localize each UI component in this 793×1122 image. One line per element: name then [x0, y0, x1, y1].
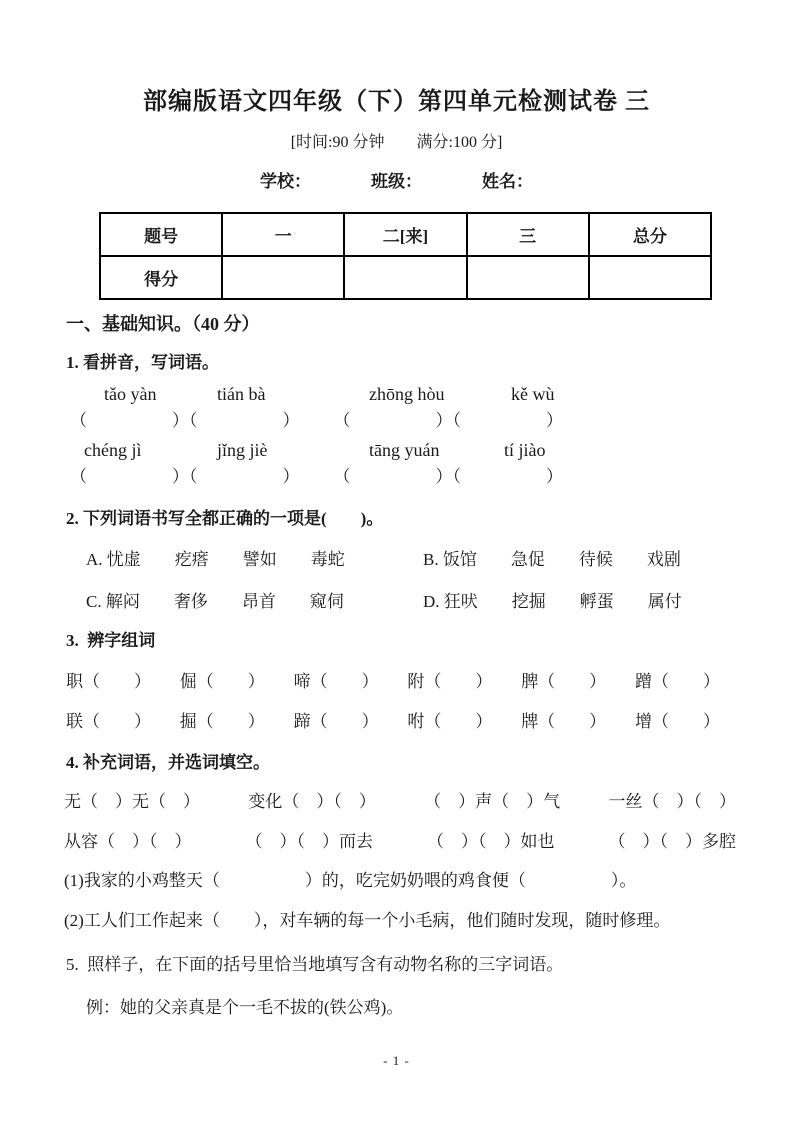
idiom-blank-row	[64, 790, 736, 814]
example-line: 例：她的父亲真是个一毛不拔的(铁公鸡)。	[86, 998, 404, 1017]
pinyin-word: tǎo yàn	[104, 384, 157, 404]
score-table	[99, 212, 712, 300]
score-cell	[344, 256, 466, 299]
pinyin-word: kě wù	[511, 384, 555, 404]
pinyin-word: tián bà	[217, 384, 266, 404]
char-blank: 增（ ）	[634, 712, 720, 731]
pinyin-word: tāng yuán	[369, 440, 440, 460]
table-header-cell: 题号	[100, 213, 222, 256]
idiom-blank: 变化（ ）（ ）	[248, 792, 376, 811]
char-blank: 脾（ ）	[521, 672, 607, 691]
score-cell	[589, 256, 711, 299]
char-blank: 牌（ ）	[521, 712, 607, 731]
score-table-score-row	[100, 256, 711, 299]
page-title: 部编版语文四年级（下）第四单元检测试卷 三	[143, 89, 650, 115]
table-header-cell: 总分	[589, 213, 711, 256]
question-1-stem: 1. 看拼音，写词语。	[66, 353, 219, 372]
idiom-blank: 无（ ）无（ ）	[64, 792, 200, 811]
question-2-stem: 2. 下列词语书写全都正确的一项是( )。	[66, 509, 384, 528]
char-blank: 咐（ ）	[407, 712, 493, 731]
pinyin-word: jǐng jiè	[217, 440, 268, 460]
student-info-row	[0, 170, 793, 194]
sub-question-1: (1)我家的小鸡整天（ ）的，吃完奶奶喂的鸡食便（ ）。	[64, 871, 637, 890]
class-label: 班级：	[371, 172, 422, 191]
sub-question-2: (2)工人们工作起来（ ），对车辆的每一个小毛病，他们随时发现，随时修理。	[64, 911, 671, 930]
pinyin-row-2	[84, 438, 793, 462]
options-row	[86, 590, 793, 614]
exam-meta-line: [时间:90 分钟 满分:100 分]	[290, 134, 503, 151]
char-blank: 联（ ）	[66, 712, 151, 731]
table-header-cell: 一	[222, 213, 344, 256]
pinyin-word: chéng jì	[84, 440, 142, 460]
idiom-blank: （ ）（ ）多腔	[608, 832, 736, 851]
pinyin-word: tí jiào	[504, 440, 546, 460]
answer-blank-row: （ ）（ ） （ ）（ ）	[70, 411, 563, 430]
answer-blank-row: （ ）（ ） （ ）（ ）	[70, 467, 563, 486]
school-label: 学校：	[260, 172, 311, 191]
score-row-label: 得分	[100, 256, 222, 299]
option-d: D. 狂吠 挖掘 孵蛋 属付	[423, 592, 682, 611]
question-4-stem: 4. 补充词语，并选词填空。	[66, 753, 270, 772]
score-cell	[467, 256, 589, 299]
char-blank: 蹄（ ）	[293, 712, 379, 731]
question-3-stem: 3. 辨字组词	[66, 631, 156, 650]
option-b: B. 饭馆 急促 待候 戏剧	[423, 550, 681, 569]
table-header-cell: 二[来]	[344, 213, 466, 256]
name-label: 姓名：	[482, 172, 533, 191]
idiom-blank: （ ）声（ ）气	[424, 792, 561, 811]
idiom-blank: 从容（ ）（ ）	[64, 832, 192, 851]
idiom-blank: （ ）（ ）而去	[245, 832, 373, 851]
char-blank: 职（ ）	[66, 672, 151, 691]
score-table-header-row	[100, 213, 711, 256]
idiom-blank: （ ）（ ）如也	[427, 832, 555, 851]
options-row	[86, 548, 793, 572]
idiom-blank-row	[64, 830, 736, 854]
char-blank: 蹭（ ）	[634, 672, 720, 691]
word-blank-row	[66, 710, 720, 734]
idiom-blank: 一丝（ ）（ ）	[608, 792, 736, 811]
char-blank: 啼（ ）	[293, 672, 379, 691]
page-number: - 1 -	[383, 1053, 410, 1068]
char-blank: 附（ ）	[407, 672, 493, 691]
score-cell	[222, 256, 344, 299]
char-blank: 掘（ ）	[179, 712, 265, 731]
word-blank-row	[66, 670, 720, 694]
char-blank: 倔（ ）	[179, 672, 265, 691]
option-c: C. 解闷 奢侈 昂首 窥伺	[86, 592, 344, 611]
table-header-cell: 三	[467, 213, 589, 256]
pinyin-word: zhōng hòu	[369, 384, 445, 404]
question-5-stem: 5. 照样子，在下面的括号里恰当地填写含有动物名称的三字词语。	[66, 955, 564, 974]
pinyin-row-1	[104, 382, 793, 406]
section-one-heading: 一、基础知识。（40 分）	[66, 314, 260, 334]
option-a: A. 忧虚 疙瘩 譬如 毒蛇	[86, 550, 345, 569]
